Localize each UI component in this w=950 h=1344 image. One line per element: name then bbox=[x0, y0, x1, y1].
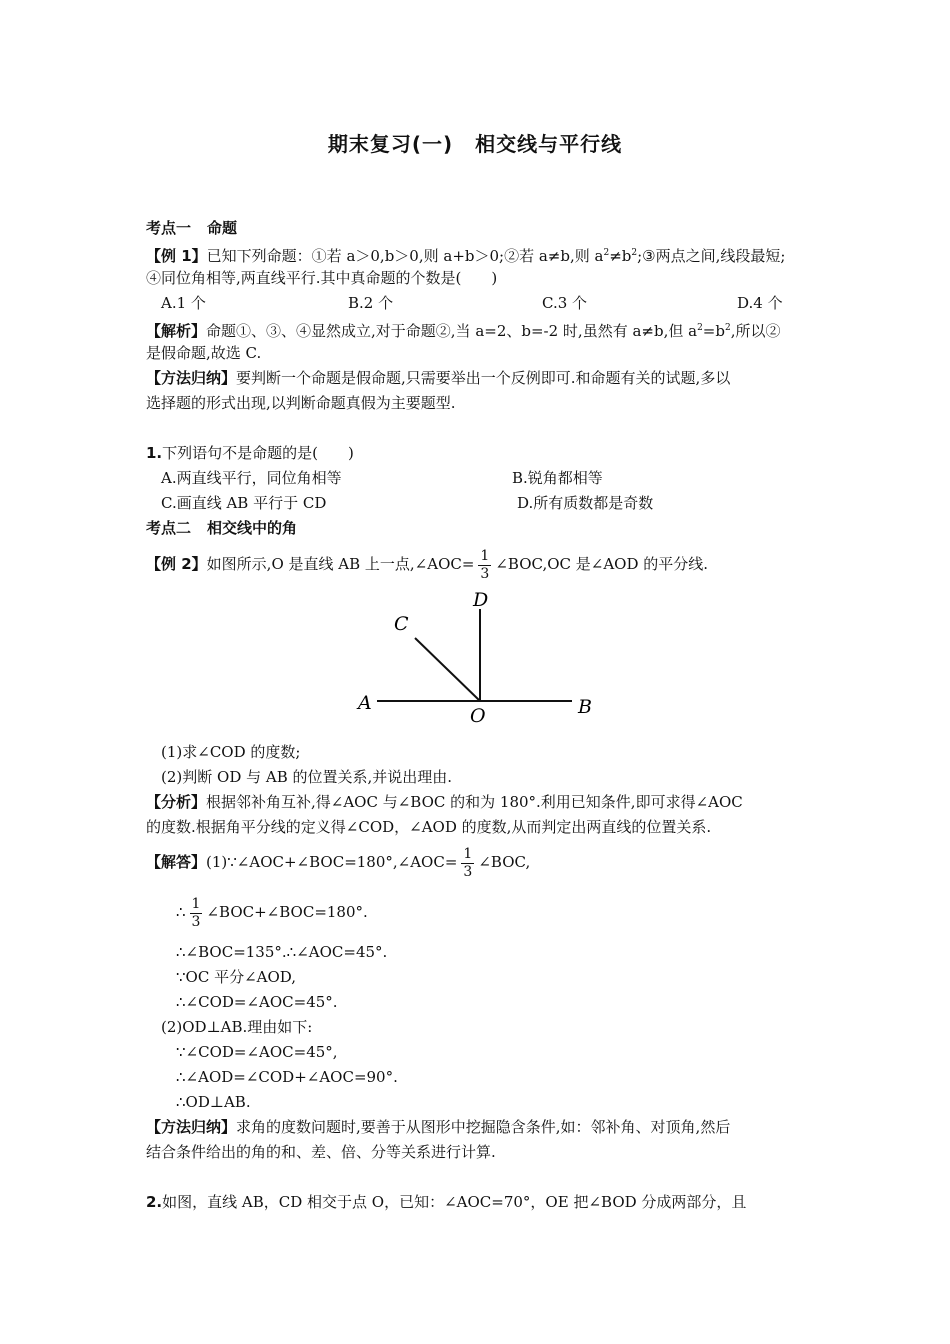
label-b: B bbox=[578, 696, 592, 718]
label-o: O bbox=[470, 705, 486, 727]
method2-line2: 结合条件给出的角的和、差、倍、分等关系进行计算. bbox=[146, 1143, 496, 1161]
title-left: 期末复习(一) bbox=[327, 132, 454, 156]
answer2-line6: (2)OD⊥AB.理由如下: bbox=[161, 1018, 313, 1036]
question1-option-b: B.锐角都相等 bbox=[512, 469, 603, 487]
answer2-line9: ∴OD⊥AB. bbox=[176, 1093, 251, 1111]
example1-option-a: A.1 个 bbox=[161, 294, 206, 312]
example2-stem: 【例 2】如图所示,O 是直线 AB 上一点,∠AOC= $\frac{1}{3}$ ∠BOC,OC 是∠AOD 的平分线. bbox=[146, 547, 709, 582]
question1-option-c: C.画直线 AB 平行于 CD bbox=[161, 494, 327, 512]
section-heading-2: 考点二 相交线中的角 bbox=[146, 519, 298, 537]
answer2-line3: ∴∠BOC=135°.∴∠AOC=45°. bbox=[176, 943, 388, 961]
analysis2-tag: 【分析】 bbox=[146, 793, 207, 811]
question1-option-a: A.两直线平行，同位角相等 bbox=[161, 469, 342, 487]
question1-stem: 1.下列语句不是命题的是( ) bbox=[146, 444, 354, 462]
label-d: D bbox=[473, 589, 489, 611]
example1-line1: 【例 1】已知下列命题：①若 a＞0,b＞0,则 a+b＞0;②若 a≠b,则 $a^2\ne b^2;③$两点之间,线段最短; bbox=[146, 247, 786, 265]
label-c: C bbox=[394, 613, 409, 635]
example2-sub2: (2)判断 OD 与 AB 的位置关系,并说出理由. bbox=[161, 768, 453, 786]
example1-option-b: B.2 个 bbox=[348, 294, 394, 312]
answer2-line1: 【解答】(1)∵∠AOC+∠BOC=180°,∠AOC= $\frac{1}{3}$ ∠BOC, bbox=[146, 845, 531, 880]
method2-tag: 【方法归纳】 bbox=[146, 1118, 237, 1136]
analysis2-line2: 的度数.根据角平分线的定义得∠COD，∠AOD 的度数,从而判定出两直线的位置关系. bbox=[146, 818, 712, 836]
fraction-one-third: $\frac{1}{3}$ bbox=[463, 845, 473, 880]
answer2-line8: ∴∠AOD=∠COD+∠AOC=90°. bbox=[176, 1068, 398, 1086]
question2-stem: 2.如图，直线 AB，CD 相交于点 O，已知：∠AOC=70°，OE 把∠BOD 分成两部分，且 bbox=[146, 1193, 747, 1211]
example2-sub1: (1)求∠COD 的度数; bbox=[161, 743, 301, 761]
fraction-one-third: $\frac{1}{3}$ bbox=[480, 547, 490, 582]
title-right: 相交线与平行线 bbox=[475, 132, 623, 156]
analysis1-tag: 【解析】 bbox=[146, 322, 207, 340]
question1-option-d: D.所有质数都是奇数 bbox=[517, 494, 654, 512]
page-title bbox=[0, 128, 950, 157]
answer2-line5: ∴∠COD=∠AOC=45°. bbox=[176, 993, 338, 1011]
fraction-one-third: $\frac{1}{3}$ bbox=[191, 895, 201, 930]
method1-line1: 【方法归纳】要判断一个命题是假命题,只需要举出一个反例即可.和命题有关的试题,多以 bbox=[146, 369, 731, 387]
ray-oc bbox=[415, 638, 480, 701]
example2-tag: 【例 2】 bbox=[146, 555, 207, 573]
analysis2-line1: 【分析】根据邻补角互补,得∠AOC 与∠BOC 的和为 180°.利用已知条件,即可求得∠AOC bbox=[146, 793, 743, 811]
analysis1-line1: 【解析】命题①、③、④显然成立,对于命题②,当 a=2、b=-2 时,虽然有 a≠b,但 $a^2=b^2$,所以② bbox=[146, 322, 781, 340]
example1-option-d: D.4 个 bbox=[737, 294, 783, 312]
example1-line2: ④同位角相等,两直线平行.其中真命题的个数是( ) bbox=[146, 269, 498, 287]
method1-tag: 【方法归纳】 bbox=[146, 369, 237, 387]
answer2-line4: ∵OC 平分∠AOD, bbox=[176, 968, 297, 986]
answer2-tag: 【解答】 bbox=[146, 853, 207, 871]
method1-line2: 选择题的形式出现,以判断命题真假为主要题型. bbox=[146, 394, 456, 412]
section-heading-1: 考点一 命题 bbox=[146, 219, 238, 237]
analysis1-line2: 是假命题,故选 C. bbox=[146, 344, 262, 362]
answer2-line7: ∵∠COD=∠AOC=45°, bbox=[176, 1043, 338, 1061]
label-a: A bbox=[358, 692, 372, 714]
example1-option-c: C.3 个 bbox=[542, 294, 588, 312]
angle-figure bbox=[350, 585, 610, 730]
example1-tag: 【例 1】 bbox=[146, 247, 207, 265]
answer2-line2: ∴ $\frac{1}{3}$ ∠BOC+∠BOC=180°. bbox=[176, 895, 368, 930]
method2-line1: 【方法归纳】求角的度数问题时,要善于从图形中挖掘隐含条件,如：邻补角、对顶角,然后 bbox=[146, 1118, 731, 1136]
